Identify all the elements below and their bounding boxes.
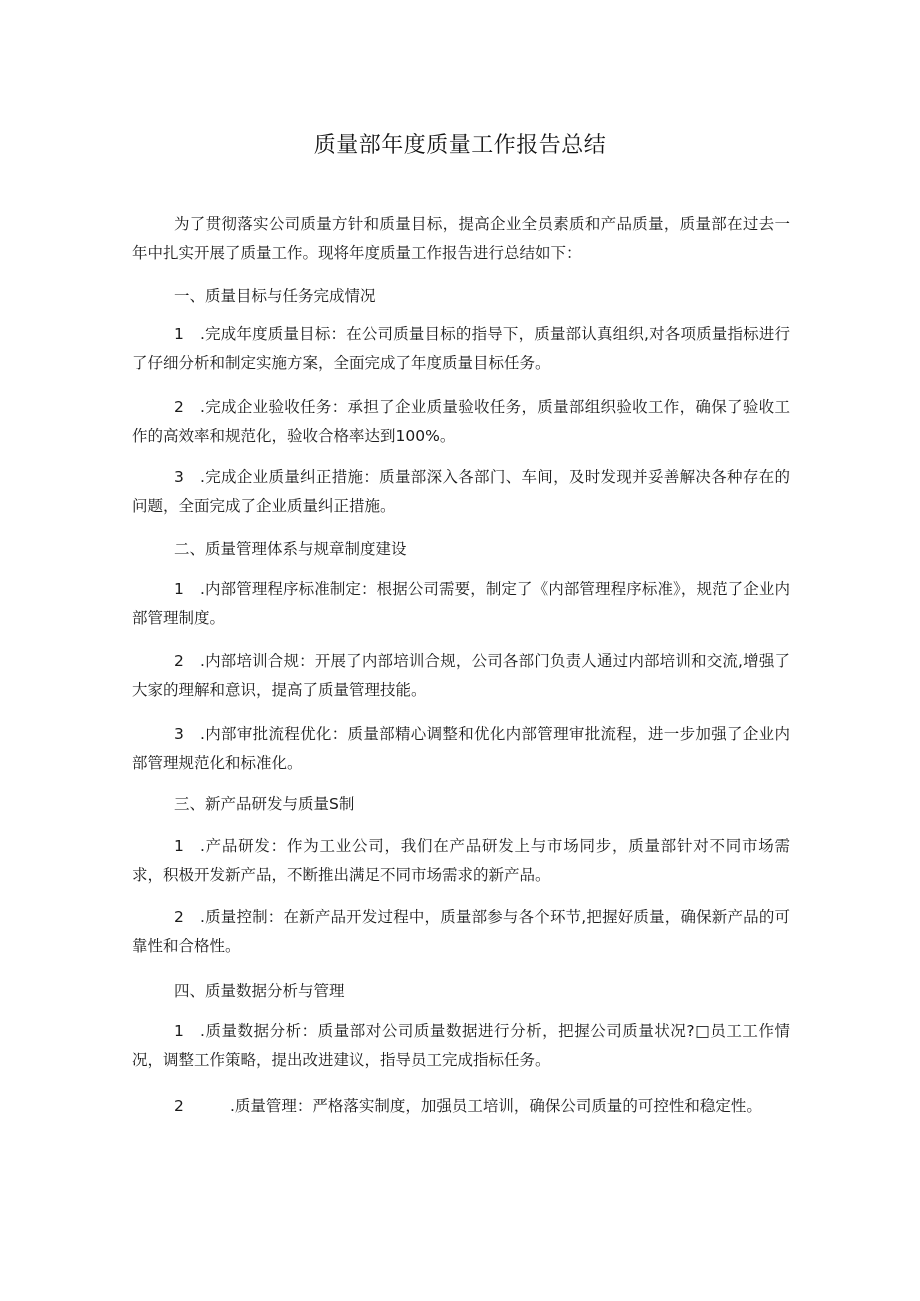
item-number: 3 (174, 725, 184, 743)
section-3-item-2 (132, 903, 790, 961)
item-number: 2 (174, 398, 184, 416)
section-heading-3: 三、新产品研发与质量S制 (174, 795, 355, 813)
section-2-item-1 (132, 575, 790, 633)
section-1-item-2 (132, 393, 790, 451)
item-text: .内部培训合规：开展了内部培训合规，公司各部门负责人通过内部培训和交流,增强了大家的理解和意识，提高了质量管理技能。 (132, 652, 790, 699)
section-1-item-3 (132, 463, 790, 521)
item-number: 3 (174, 468, 184, 486)
section-1-item-1 (132, 320, 790, 378)
section-4-item-1 (132, 1017, 790, 1075)
section-2-item-3 (132, 720, 790, 778)
item-text: .内部审批流程优化：质量部精心调整和优化内部管理审批流程，进一步加强了企业内部管理规范化和标准化。 (132, 725, 790, 772)
item-text: .质量数据分析：质量部对公司质量数据进行分析，把握公司质量状况?□员工工作情况，调整工作策略，提出改进建议，指导员工完成指标任务。 (132, 1022, 790, 1069)
section-heading-4: 四、质量数据分析与管理 (174, 982, 345, 1000)
document-title: 质量部年度质量工作报告总结 (313, 133, 607, 158)
item-number: 1 (174, 325, 184, 343)
item-text: .质量控制：在新产品开发过程中，质量部参与各个环节,把握好质量，确保新产品的可靠性和合格性。 (132, 908, 790, 955)
section-4-item-2 (132, 1092, 790, 1121)
item-number: 2 (174, 652, 184, 670)
section-heading-1: 一、质量目标与任务完成情况 (174, 287, 376, 305)
section-2-item-2 (132, 647, 790, 705)
item-number: 2 (174, 1097, 184, 1115)
item-text: .内部管理程序标准制定：根据公司需要，制定了《内部管理程序标准》，规范了企业内部管理制度。 (132, 580, 790, 627)
item-text: .完成年度质量目标：在公司质量目标的指导下，质量部认真组织,对各项质量指标进行了仔细分析和制定实施方案，全面完成了年度质量目标任务。 (132, 325, 790, 372)
section-heading-2: 二、质量管理体系与规章制度建设 (174, 540, 407, 558)
item-text: .质量管理：严格落实制度，加强员工培训，确保公司质量的可控性和稳定性。 (230, 1097, 762, 1115)
item-number: 1 (174, 580, 184, 598)
item-text: .完成企业质量纠正措施：质量部深入各部门、车间，及时发现并妥善解决各种存在的问题，全面完成了企业质量纠正措施。 (132, 468, 790, 515)
item-number: 2 (174, 908, 184, 926)
item-number: 1 (174, 837, 184, 855)
item-text: .产品研发：作为工业公司，我们在产品研发上与市场同步，质量部针对不同市场需求，积极开发新产品，不断推出满足不同市场需求的新产品。 (132, 837, 790, 884)
item-text: .完成企业验收任务：承担了企业质量验收任务，质量部组织验收工作，确保了验收工作的高效率和规范化，验收合格率达到100%。 (132, 398, 790, 445)
section-3-item-1 (132, 832, 790, 890)
item-number: 1 (174, 1022, 184, 1040)
intro-paragraph: 为了贯彻落实公司质量方针和质量目标，提高企业全员素质和产品质量，质量部在过去一年中扎实开展了质量工作。现将年度质量工作报告进行总结如下： (132, 215, 790, 262)
